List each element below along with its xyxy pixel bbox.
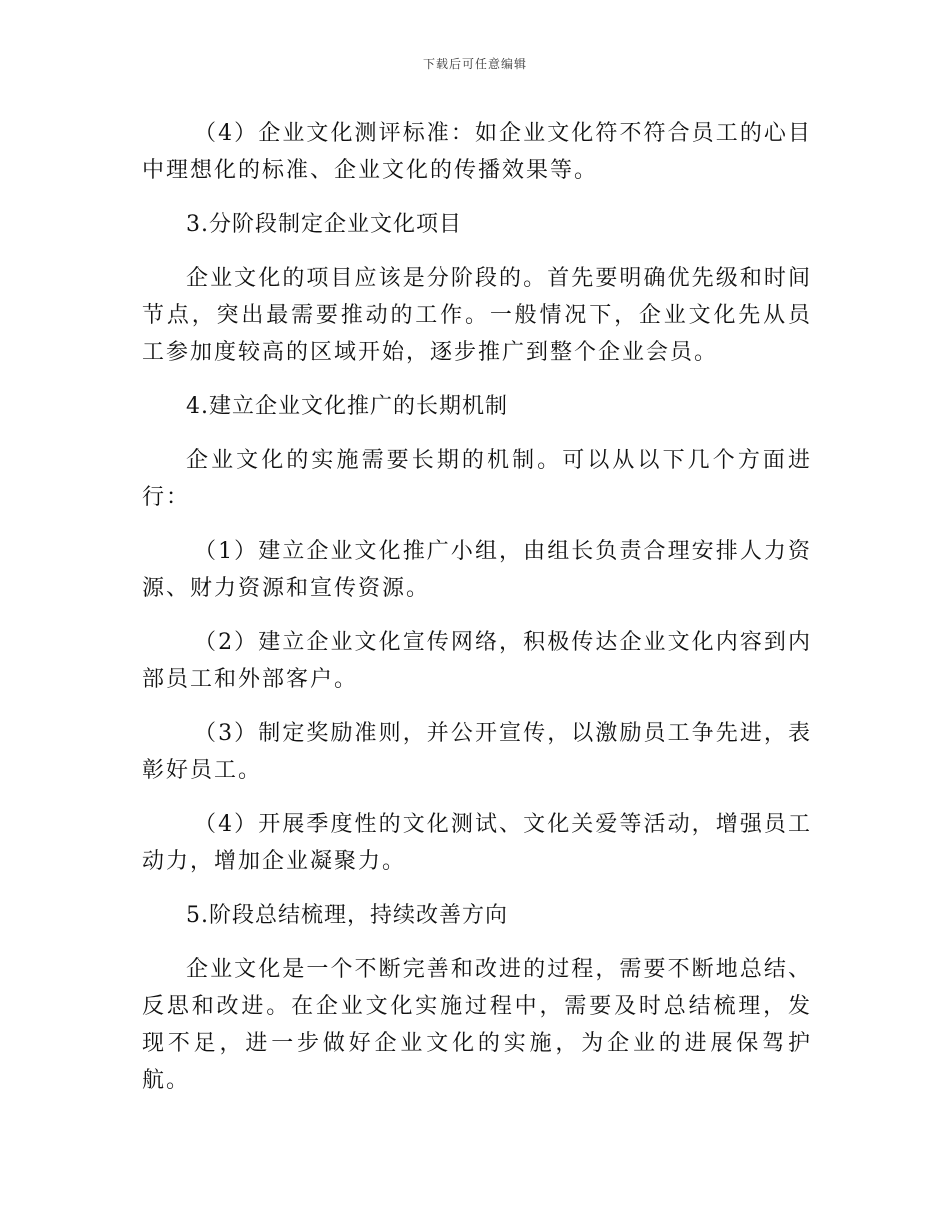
paragraph-continuous-improvement: 企业文化是一个不断完善和改进的过程，需要不断地总结、反思和改进。在企业文化实施过程中，需要及时总结梳理，发现不足，进一步做好企业文化的实施，为企业的进展保驾护航。 — [142, 957, 812, 1093]
paragraph-long-term-mechanism: 企业文化的实施需要长期的机制。可以从以下几个方面进行： — [142, 448, 812, 510]
document-body — [142, 115, 812, 1116]
list-item-evaluation-standard: （4）企业文化测评标准：如企业文化符不符合员工的心目中理想化的标准、企业文化的传播效果等。 — [142, 121, 812, 183]
section-heading-4: 4.建立企业文化推广的长期机制 — [186, 394, 508, 419]
section-heading-5: 5.阶段总结梳理，持续改善方向 — [186, 903, 508, 928]
list-item-reward-rules: （3）制定奖励准则，并公开宣传，以激励员工争先进，表彰好员工。 — [142, 721, 812, 783]
list-item-promotion-team: （1）建立企业文化推广小组，由组长负责合理安排人力资源、财力资源和宣传资源。 — [142, 539, 812, 601]
list-item-publicity-network: （2）建立企业文化宣传网络，积极传达企业文化内容到内部员工和外部客户。 — [142, 630, 812, 692]
list-item-quarterly-activities: （4）开展季度性的文化测试、文化关爱等活动，增强员工动力，增加企业凝聚力。 — [142, 812, 812, 874]
paragraph-phased-projects: 企业文化的项目应该是分阶段的。首先要明确优先级和时间节点，突出最需要推动的工作。一般情况下，企业文化先从员工参加度较高的区域开始，逐步推广到整个企业会员。 — [142, 266, 812, 365]
header-note: 下载后可任意编辑 — [422, 57, 527, 71]
section-heading-3: 3.分阶段制定企业文化项目 — [186, 212, 462, 237]
